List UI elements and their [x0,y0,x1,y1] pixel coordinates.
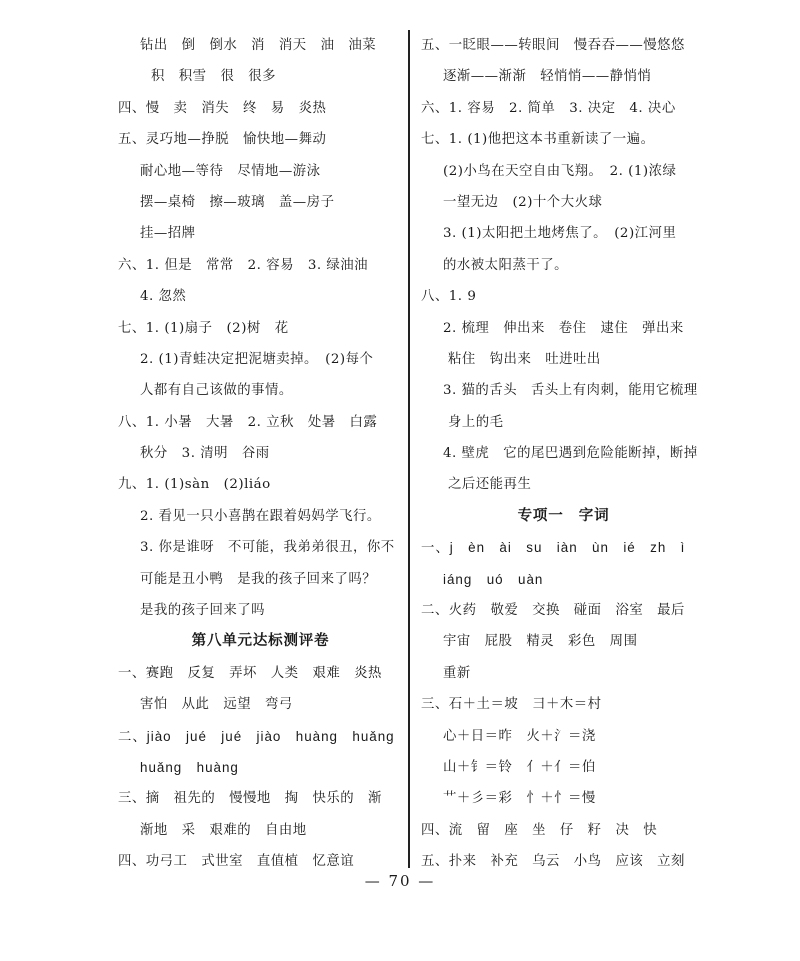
answer-line: 人都有自己该做的事情。 [140,383,293,399]
answer-line: 之后还能再生 [448,477,532,493]
answer-line: 一望无边 (2)十个大火球 [443,194,603,210]
answer-line: 四、流 留 座 坐 仔 籽 决 快 [421,822,658,838]
answer-line: 三、石＋土＝坡 彐＋木＝村 [421,697,602,713]
answer-line: (2)小鸟在天空自由飞翔。 2. (1)浓绿 [443,163,677,179]
column-divider [408,30,410,868]
answer-line: 重新 [443,665,471,681]
answer-line: 心＋日＝昨 火＋氵＝浇 [443,728,596,744]
answer-line: 3. 猫的舌头 舌头上有肉刺，能用它梳理 [443,383,698,399]
answer-line: 山＋钅＝铃 亻＋亻＝伯 [443,759,596,775]
answer-line: 3. (1)太阳把土地烤焦了。 (2)江河里 [443,226,677,242]
answer-line: huǎng huàng [140,759,239,775]
page-number: — 70 — [364,872,436,890]
answer-line: 2. 梳理 伸出来 卷住 逮住 弹出来 [443,320,684,336]
answer-line: 害怕 从此 远望 弯弓 [140,697,293,713]
left-column [118,30,403,878]
answer-line: 秋分 3. 清明 谷雨 [140,446,270,462]
answer-line: 2. 看见一只小喜鹊在跟着妈妈学飞行。 [140,508,381,524]
answer-line: 摆—桌椅 擦—玻璃 盖—房子 [140,194,335,210]
answer-line: 五、扑来 补充 乌云 小鸟 应该 立刻 [421,854,685,870]
section-heading: 第八单元达标测评卷 [191,633,330,650]
answer-line: 五、一眨眼——转眼间 慢吞吞——慢悠悠 [421,38,685,53]
answer-line: 4. 忽然 [140,289,187,305]
answer-line: 四、慢 卖 消失 终 易 炎热 [118,100,327,116]
answer-line: 可能是丑小鸭 是我的孩子回来了吗？ [140,571,377,587]
answer-line: 九、1. (1)sàn (2)liáo [118,477,271,493]
answer-line: 六、1. 但是 常常 2. 容易 3. 绿油油 [118,257,369,273]
answer-line: 艹＋彡＝彩 忄＋忄＝慢 [443,791,596,807]
answer-line: 粘住 钩出来 吐进吐出 [448,351,601,367]
answer-line: 积 积雪 很 很多 [151,69,277,85]
answer-line: 渐地 采 艰难的 自由地 [140,822,307,838]
answer-line: 四、功弓工 式世室 直值植 忆意谊 [118,854,355,870]
answer-line: 二、火药 敬爱 交换 碰面 浴室 最后 [421,603,685,619]
answer-line: 挂—招牌 [140,226,196,242]
answer-line: 一、j èn ài su iàn ùn ié zh ì [421,540,686,556]
answer-line: 七、1. (1)他把这本书重新读了一遍。 [421,132,655,148]
answer-line: 3. 你是谁呀 不可能，我弟弟很丑，你不 [140,540,395,556]
answer-line: 八、1. 9 [421,289,477,305]
answer-line: 五、灵巧地—挣脱 愉快地—舞动 [118,132,327,148]
answer-line: 六、1. 容易 2. 简单 3. 决定 4. 决心 [421,100,676,116]
answer-line: 七、1. (1)扇子 (2)树 花 [118,320,289,336]
right-column [421,30,706,878]
answer-line: 逐渐——渐渐 轻悄悄——静悄悄 [443,69,652,85]
answer-line: 的水被太阳蒸干了。 [443,257,569,273]
answer-line: iáng uó uàn [443,571,544,587]
answer-line: 2. (1)青蛙决定把泥塘卖掉。 (2)每个 [140,351,374,367]
answer-line: 宇宙 屁股 精灵 彩色 周围 [443,634,638,650]
answer-line: 4. 壁虎 它的尾巴遇到危险能断掉，断掉 [443,446,698,462]
answer-line: 一、赛跑 反复 弄坏 人类 艰难 炎热 [118,665,382,681]
answer-line: 钻出 倒 倒水 消 消天 油 油菜 [140,38,377,53]
answer-line: 是我的孩子回来了吗 [140,603,266,619]
answer-line: 八、1. 小暑 大暑 2. 立秋 处暑 白露 [118,414,378,430]
answer-line: 三、摘 祖先的 慢慢地 掏 快乐的 渐 [118,791,382,807]
answer-line: 身上的毛 [448,414,504,430]
answer-line: 二、jiào jué jué jiào huàng huǎng [118,728,395,744]
section-heading: 专项一 字词 [517,507,610,524]
answer-line: 耐心地—等待 尽情地—游泳 [140,163,321,179]
